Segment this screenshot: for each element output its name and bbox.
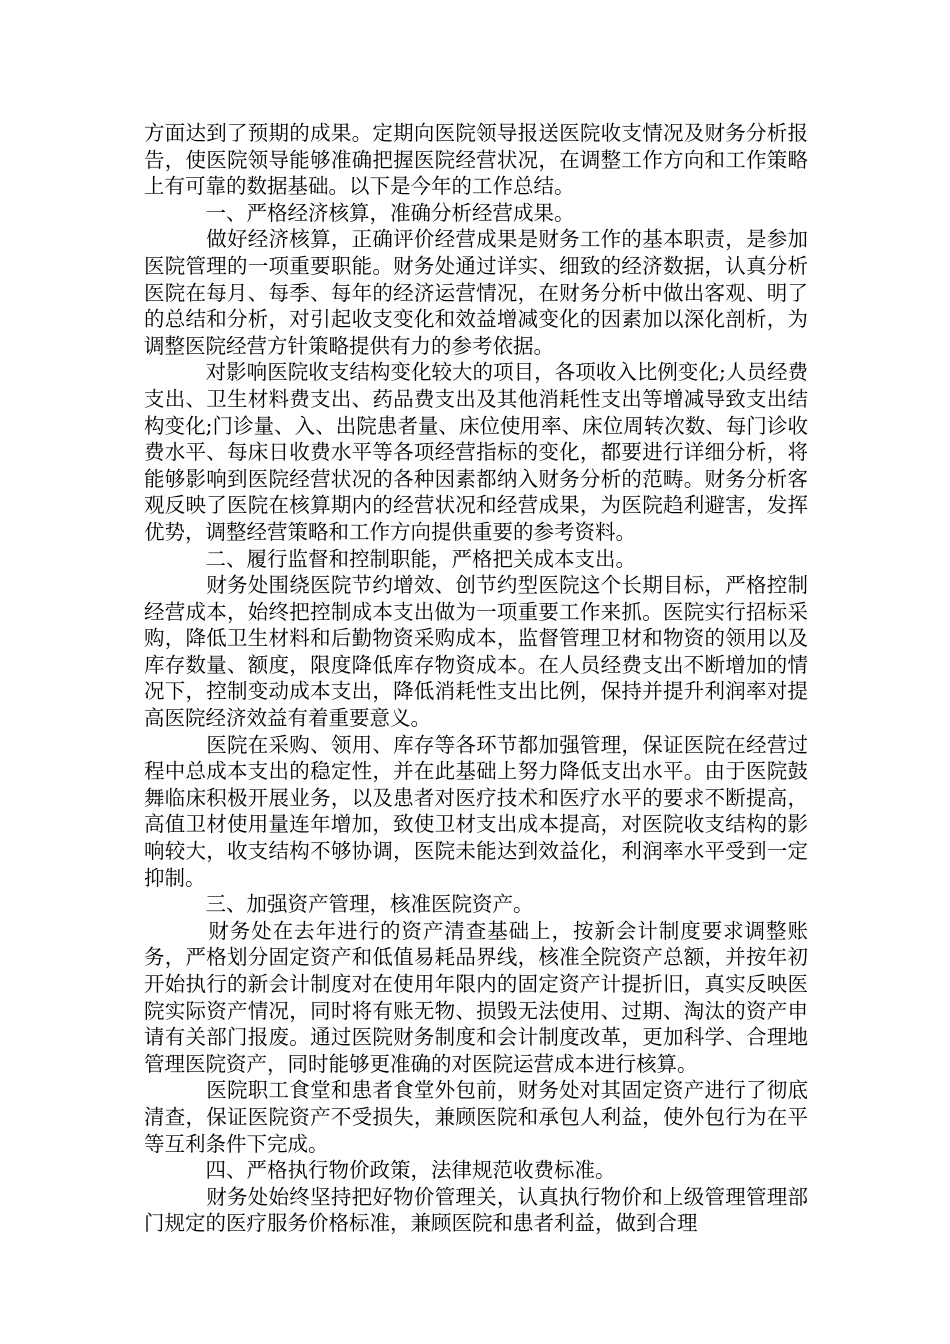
paragraph: 财务处始终坚持把好物价管理关，认真执行物价和上级管理管理部门规定的医疗服务价格标准，兼顾医院和患者利益，做到合理 <box>144 1184 808 1236</box>
paragraph: 医院职工食堂和患者食堂外包前，财务处对其固定资产进行了彻底清查，保证医院资产不受损失，兼顾医院和承包人利益，使外包行为在平等互利条件下完成。 <box>144 1078 808 1156</box>
section-heading-1: 一、严格经济核算，准确分析经营成果。 <box>144 200 575 225</box>
section-heading-4: 四、严格执行物价政策，法律规范收费标准。 <box>144 1158 616 1183</box>
section-heading-3: 三、加强资产管理，核准医院资产。 <box>144 892 534 917</box>
paragraph: 做好经济核算，正确评价经营成果是财务工作的基本职责，是参加医院管理的一项重要职能。财务处通过详实、细致的经济数据，认真分析医院在每月、每季、每年的经济运营情况，在财务分析中做出客观、明了的总结和分析，对引起收支变化和效益增减变化的因素加以深化剖析，为调整医院经营方针策略提供有力的参考依据。 <box>144 227 808 358</box>
document-page <box>144 120 808 1237</box>
paragraph-intro: 方面达到了预期的成果。定期向医院领导报送医院收支情况及财务分析报告，使医院领导能够准确把握医院经营状况，在调整工作方向和工作策略上有可靠的数据基础。以下是今年的工作总结。 <box>144 121 808 199</box>
section-heading-2: 二、履行监督和控制职能，严格把关成本支出。 <box>144 546 636 571</box>
paragraph: 财务处在去年进行的资产清查基础上，按新会计制度要求调整账务，严格划分固定资产和低值易耗品界线，核准全院资产总额，并按年初开始执行的新会计制度对在使用年限内的固定资产计提折旧，真实反映医院实际资产情况，同时将有账无物、损毁无法使用、过期、淘汰的资产申请有关部门报废。通过医院财务制度和会计制度改革，更加科学、合理地管理医院资产，同时能够更准确的对医院运营成本进行核算。 <box>144 918 808 1076</box>
paragraph: 医院在采购、领用、库存等各环节都加强管理，保证医院在经营过程中总成本支出的稳定性，并在此基础上努力降低支出水平。由于医院鼓舞临床积极开展业务，以及患者对医疗技术和医疗水平的要求不断提高，高值卫材使用量连年增加，致使卫材支出成本提高，对医院收支结构的影响较大，收支结构不够协调，医院未能达到效益化，利润率水平受到一定抑制。 <box>144 732 808 890</box>
paragraph: 财务处围绕医院节约增效、创节约型医院这个长期目标，严格控制经营成本，始终把控制成本支出做为一项重要工作来抓。医院实行招标采购，降低卫生材料和后勤物资采购成本，监督管理卫材和物资的领用以及库存数量、额度，限度降低库存物资成本。在人员经费支出不断增加的情况下，控制变动成本支出，降低消耗性支出比例，保持并提升利润率对提高医院经济效益有着重要意义。 <box>144 573 808 731</box>
paragraph: 对影响医院收支结构变化较大的项目，各项收入比例变化;人员经费支出、卫生材料费支出、药品费支出及其他消耗性支出等增减导致支出结构变化;门诊量、入、出院患者量、床位使用率、床位周转次数、每门诊收费水平、每床日收费水平等各项经营指标的变化，都要进行详细分析，将能够影响到医院经营状况的各种因素都纳入财务分析的范畴。财务分析客观反映了医院在核算期内的经营状况和经营成果，为医院趋利避害，发挥优势，调整经营策略和工作方向提供重要的参考资料。 <box>144 360 808 544</box>
